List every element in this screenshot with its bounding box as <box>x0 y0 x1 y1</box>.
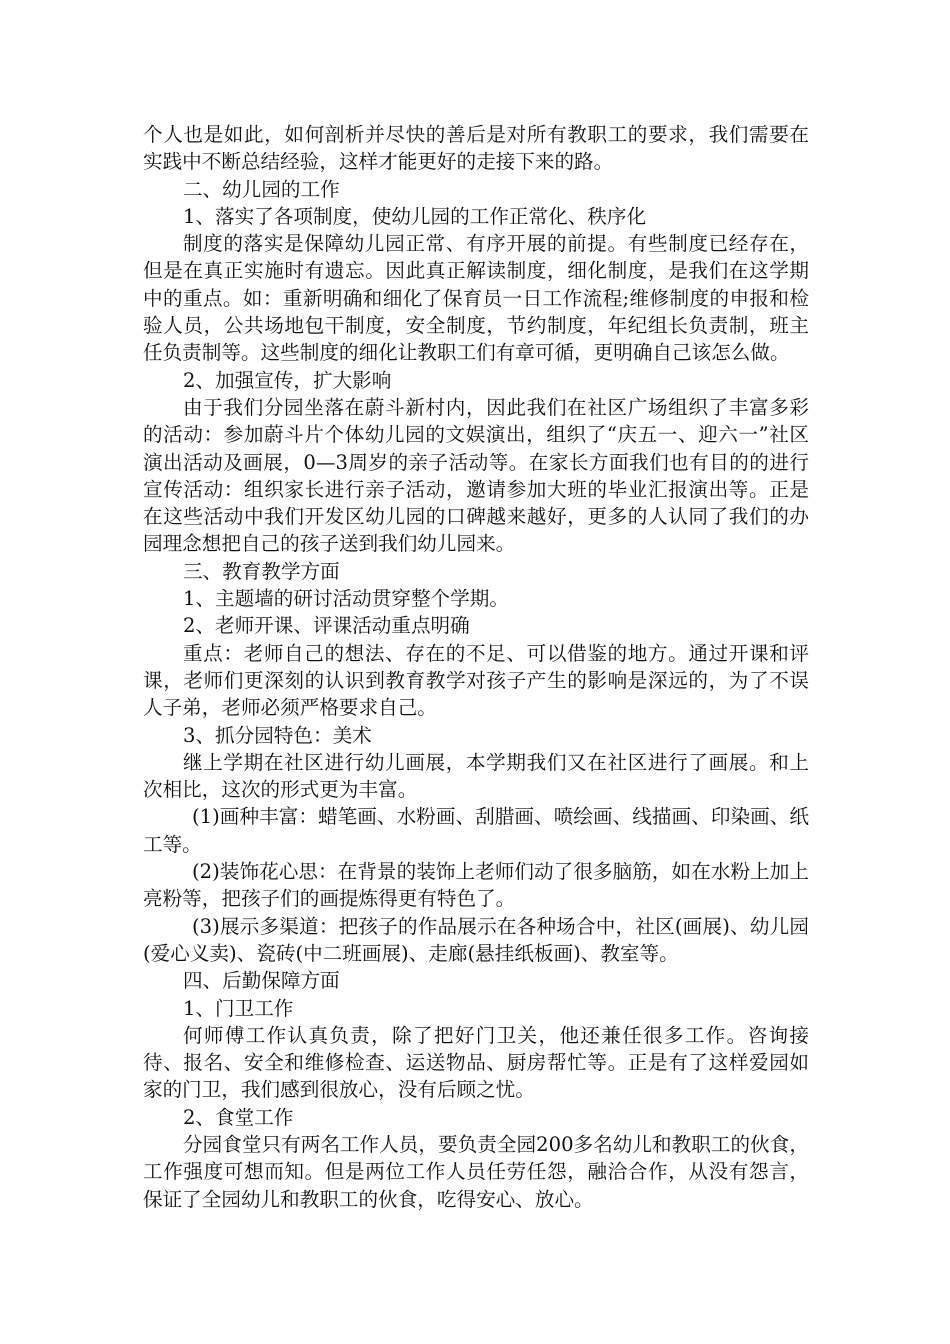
paragraph: 分园食堂只有两名工作人员，要负责全园200多名幼儿和教职工的伙食，工作强度可想而知。但是两位工作人员任劳任怨，融洽合作，从没有怨言，保证了全园幼儿和教职工的伙食，吃得安心、放心。 <box>143 1132 809 1211</box>
paragraph: (3)展示多渠道：把孩子的作品展示在各种场合中，社区(画展)、幼儿园(爱心义卖)、瓷砖(中二班画展)、走廊(悬挂纸板画)、教室等。 <box>143 914 809 965</box>
paragraph: 由于我们分园坐落在蔚斗新村内，因此我们在社区广场组织了丰富多彩的活动：参加蔚斗片个体幼儿园的文娱演出，组织了“庆五一、迎六一”社区演出活动及画展，0—3周岁的亲子活动等。在家长方面我们也有目的的进行宣传活动：组织家长进行亲子活动，邀请参加大班的毕业汇报演出等。正是在这些活动中我们开发区幼儿园的口碑越来越好，更多的人认同了我们的办园理念想把自己的孩子送到我们幼儿园来。 <box>143 395 809 556</box>
paragraph: 制度的落实是保障幼儿园正常、有序开展的前提。有些制度已经存在，但是在真正实施时有遗忘。因此真正解读制度，细化制度，是我们在这学期中的重点。如：重新明确和细化了保育员一日工作流程;维修制度的申报和检验人员，公共场地包干制度，安全制度，节约制度，年纪组长负责制，班主任负责制等。这些制度的细化让教职工们有章可循，更明确自己该怎么做。 <box>143 232 809 365</box>
paragraph: 三、教育教学方面 <box>182 559 340 583</box>
paragraph: (1)画种丰富：蜡笔画、水粉画、刮腊画、喷绘画、线描画、印染画、纸工等。 <box>143 805 809 856</box>
document-body <box>143 121 809 1213</box>
paragraph: 2、老师开课、评课活动重点明确 <box>182 614 470 638</box>
paragraph: 何师傅工作认真负责，除了把好门卫关，他还兼任很多工作。咨询接待、报名、安全和维修检查、运送物品、厨房帮忙等。正是有了这样爱园如家的门卫，我们感到很放心，没有后顾之忧。 <box>143 1023 809 1102</box>
paragraph: 1、落实了各项制度，使幼儿园的工作正常化、秩序化 <box>182 204 647 228</box>
paragraph: 继上学期在社区进行幼儿画展，本学期我们又在社区进行了画展。和上次相比，这次的形式更为丰富。 <box>143 750 809 802</box>
paragraph: 3、抓分园特色：美术 <box>182 723 372 747</box>
paragraph: 1、门卫工作 <box>182 996 294 1020</box>
paragraph: (2)装饰花心思：在背景的装饰上老师们动了很多脑筋，如在水粉上加上亮粉等，把孩子们的画提炼得更有特色了。 <box>143 860 809 911</box>
paragraph: 二、幼儿园的工作 <box>182 177 340 201</box>
paragraph: 2、加强宣传，扩大影响 <box>182 368 392 392</box>
paragraph: 重点：老师自己的想法、存在的不足、可以借鉴的地方。通过开课和评课，老师们更深刻的认识到教育教学对孩子产生的影响是深远的，为了不误人子弟，老师必须严格要求自己。 <box>143 641 809 720</box>
paragraph: 1、主题墙的研讨活动贯穿整个学期。 <box>182 587 509 611</box>
paragraph: 个人也是如此，如何剖析并尽快的善后是对所有教职工的要求，我们需要在实践中不断总结经验，这样才能更好的走接下来的路。 <box>143 123 809 174</box>
paragraph: 2、食堂工作 <box>182 1105 294 1129</box>
paragraph: 四、后勤保障方面 <box>182 969 340 993</box>
